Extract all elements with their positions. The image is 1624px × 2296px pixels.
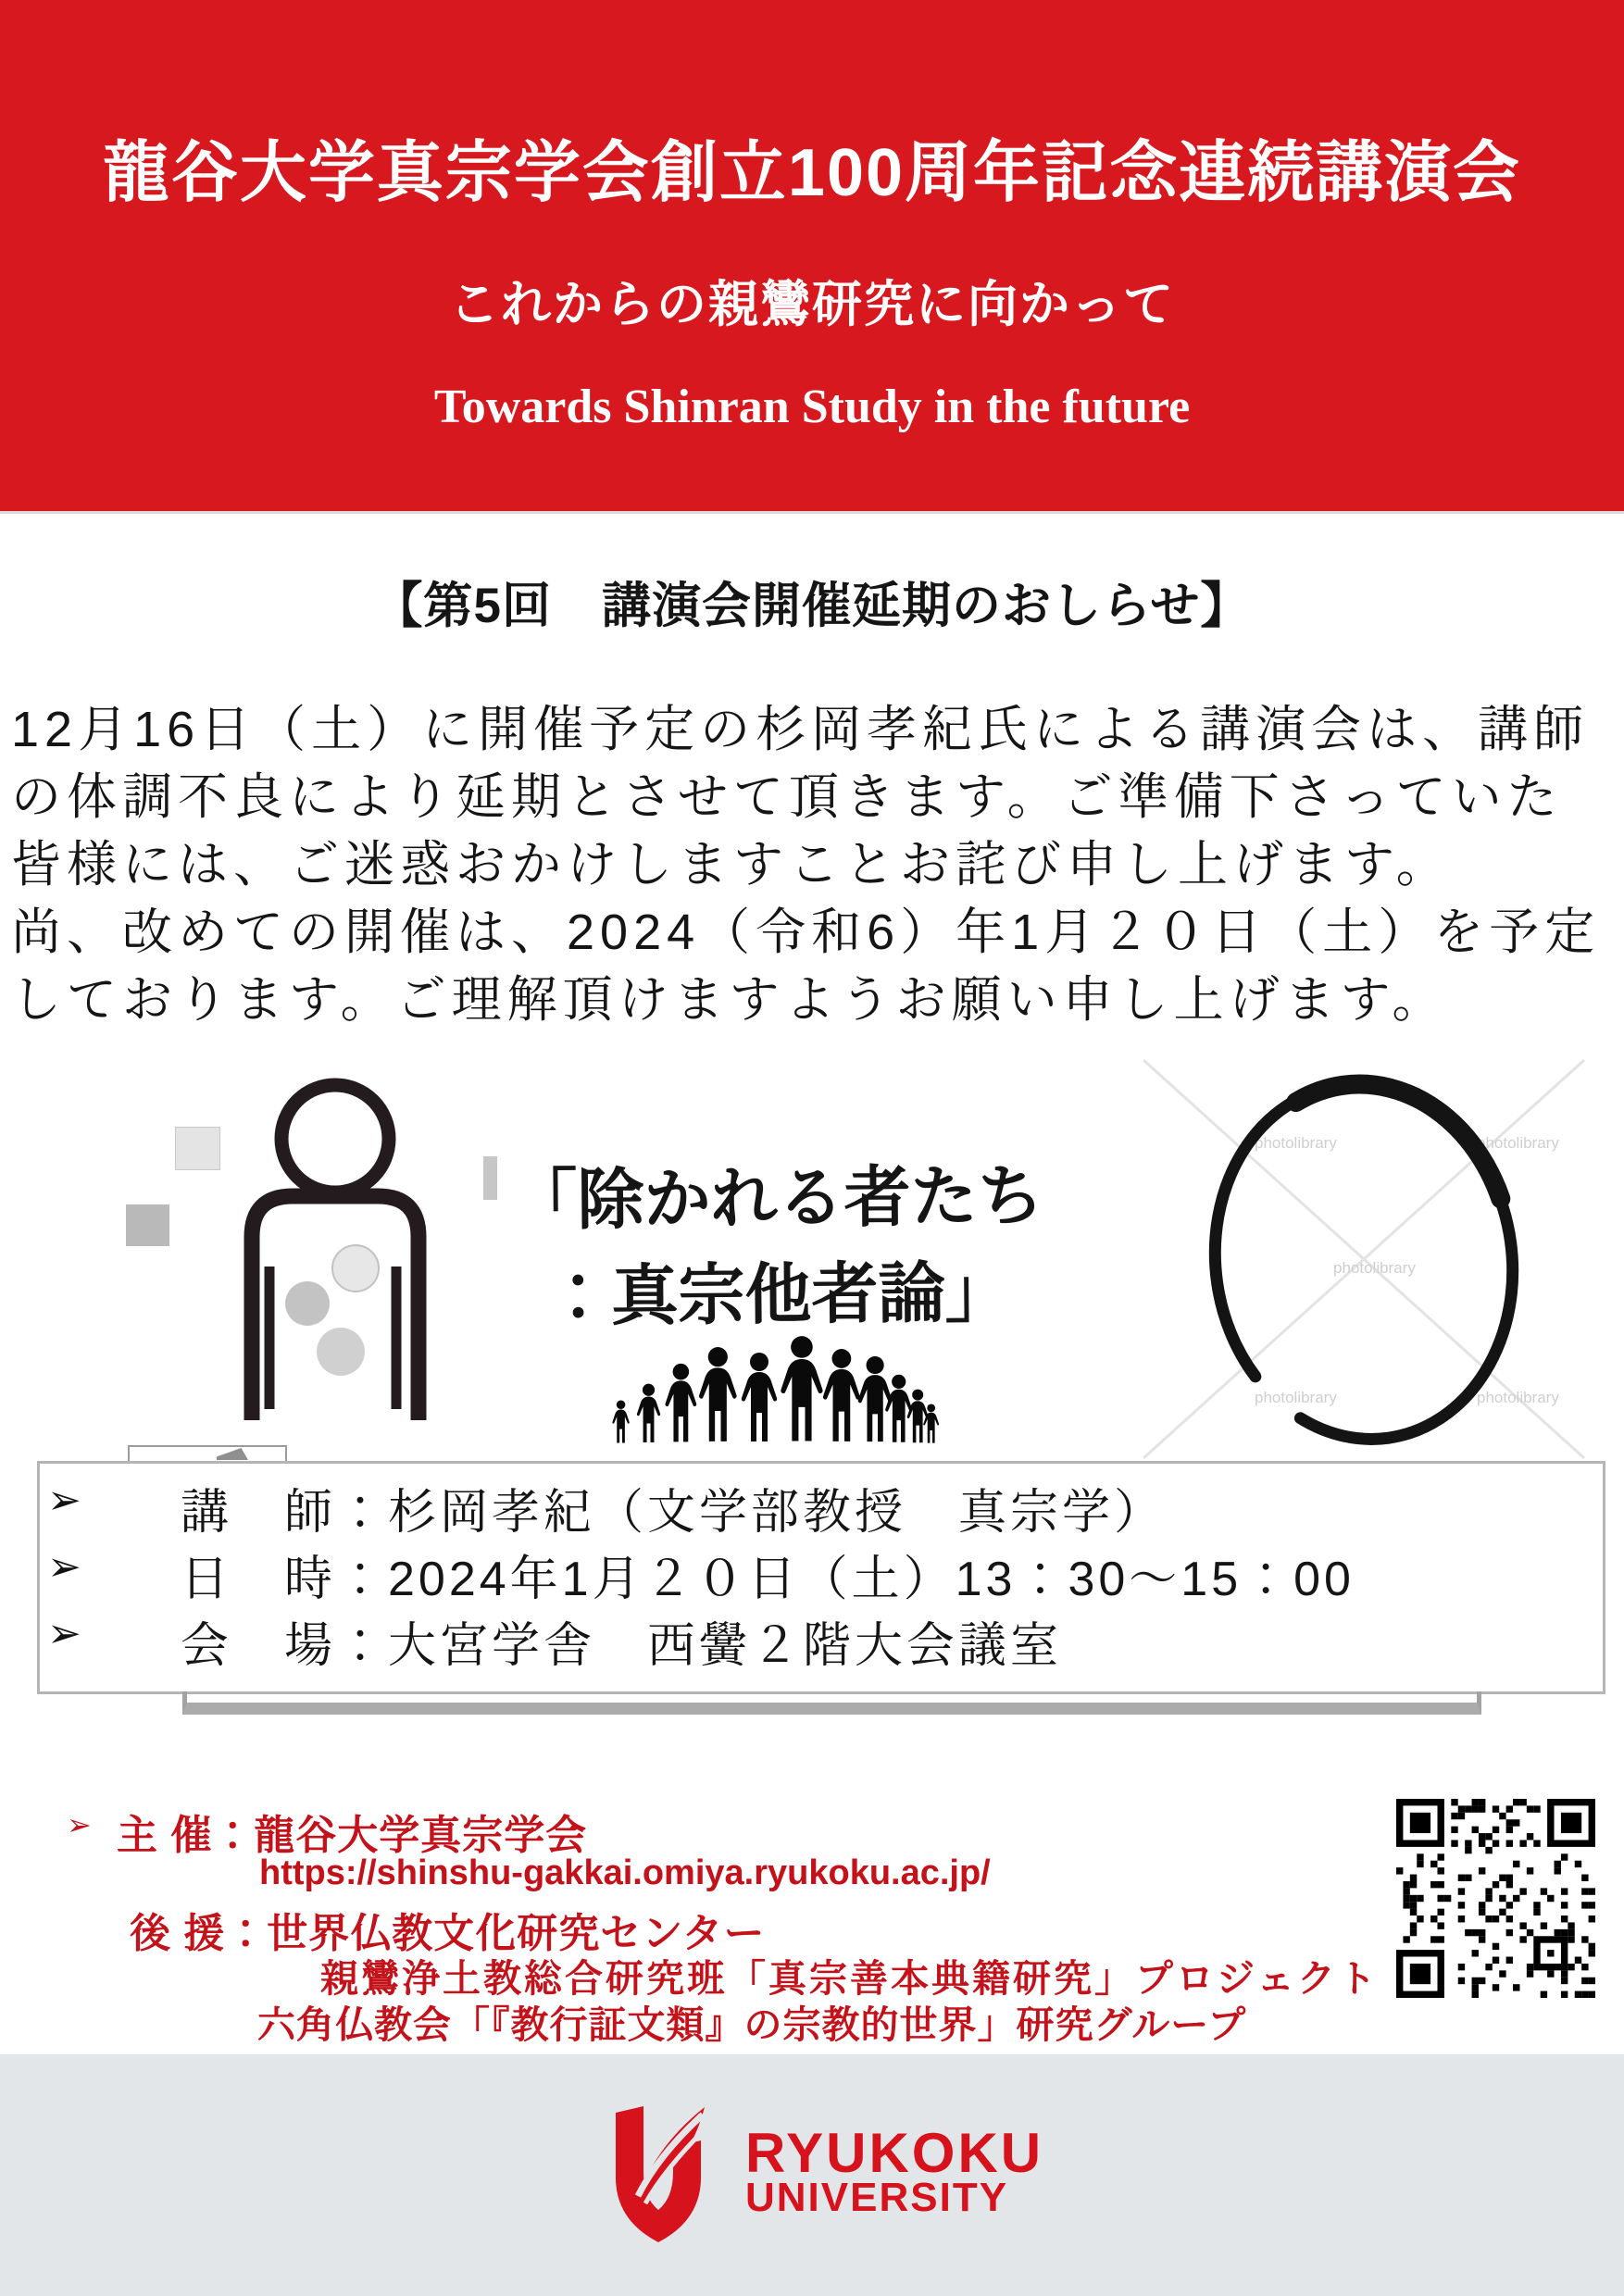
poster-subtitle-en: Towards Shinran Study in the future <box>433 381 1191 433</box>
poster-title: 龍谷大学真宗学会創立100周年記念連続講演会 <box>102 136 1522 210</box>
person-outline-icon <box>239 1061 431 1422</box>
notice-body-line: 皆様には、ご迷惑おかけしますことお詫び申し上げます。 <box>11 837 1452 892</box>
qr-code <box>1396 1799 1595 1998</box>
event-lecturer: 講 師：杉岡孝紀（文学部教授 真宗学） <box>181 1486 1167 1540</box>
event-venue: 会 場：大宮学舎 西黌２階大会議室 <box>181 1619 1063 1673</box>
people-silhouette-image <box>593 1331 944 1446</box>
event-bullet-icon: ➢ <box>47 1611 81 1656</box>
organizer-support: 後 援：世界仏教文化研究センター <box>130 1911 766 1956</box>
decor-square-icon <box>175 1127 220 1170</box>
event-row <box>40 1473 1603 1540</box>
logo-wordmark: RYUKOKU <box>745 2122 1044 2184</box>
lecture-theme-line1: 「除かれる者たち <box>510 1155 1044 1240</box>
watermark-text: photolibrary <box>1255 1134 1337 1152</box>
organizer-support-project: 親鸞浄土教総合研究班「真宗善本典籍研究」プロジェクト <box>320 1957 1380 2000</box>
organizer-url: https://shinshu-gakkai.omiya.ryukoku.ac.jp/ <box>259 1853 991 1892</box>
poster-subtitle: これからの親鸞研究に向かって <box>449 277 1175 332</box>
notice-body-line: 尚、改めての開催は、2024（令和6）年1月２０日（土）を予定 <box>11 905 1601 960</box>
notice-body-line: の体調不良により延期とさせて頂きます。ご準備下さっていた <box>11 769 1563 825</box>
event-datetime: 日 時：2024年1月２０日（土）13：30～15：00 <box>181 1553 1355 1606</box>
watermark-text: photolibrary <box>1477 1134 1559 1152</box>
organizer-support-group: 六角仏教会「『教行証文類』の宗教的世界」研究グループ <box>257 2003 1247 2046</box>
event-box <box>37 1461 1605 1694</box>
notice-body-line: しております。ご理解頂けますようお願い申し上げます。 <box>11 972 1448 1028</box>
logo-wordmark-sub: UNIVERSITY <box>745 2175 1009 2220</box>
event-row <box>40 1606 1603 1673</box>
event-bullet-icon: ➢ <box>47 1478 81 1523</box>
enso-circle-image <box>1134 1051 1593 1467</box>
notice-body <box>11 696 1620 1034</box>
university-logo-icon <box>606 2105 710 2244</box>
box-stand <box>182 1691 1481 1715</box>
organizer-bullet-icon: ➢ <box>67 1808 92 1841</box>
watermark-text: photolibrary <box>1477 1389 1559 1406</box>
decor-square-icon <box>126 1204 169 1246</box>
lecture-theme-title <box>462 1147 1093 1345</box>
notice-heading: 【第5回 講演会開催延期のおしらせ】 <box>373 579 1251 633</box>
lecture-theme-line2: ：真宗他者論」 <box>544 1252 1012 1336</box>
watermark-text: photolibrary <box>1255 1389 1337 1406</box>
event-row <box>40 1540 1603 1606</box>
event-bullet-icon: ➢ <box>47 1544 81 1590</box>
header-band <box>0 0 1624 514</box>
notice-body-line: 12月16日（土）に開催予定の杉岡孝紀氏による講演会は、講師 <box>11 702 1590 757</box>
organizer-host: 主 催：龍谷大学真宗学会 <box>117 1813 588 1858</box>
watermark-text: photolibrary <box>1333 1259 1416 1277</box>
